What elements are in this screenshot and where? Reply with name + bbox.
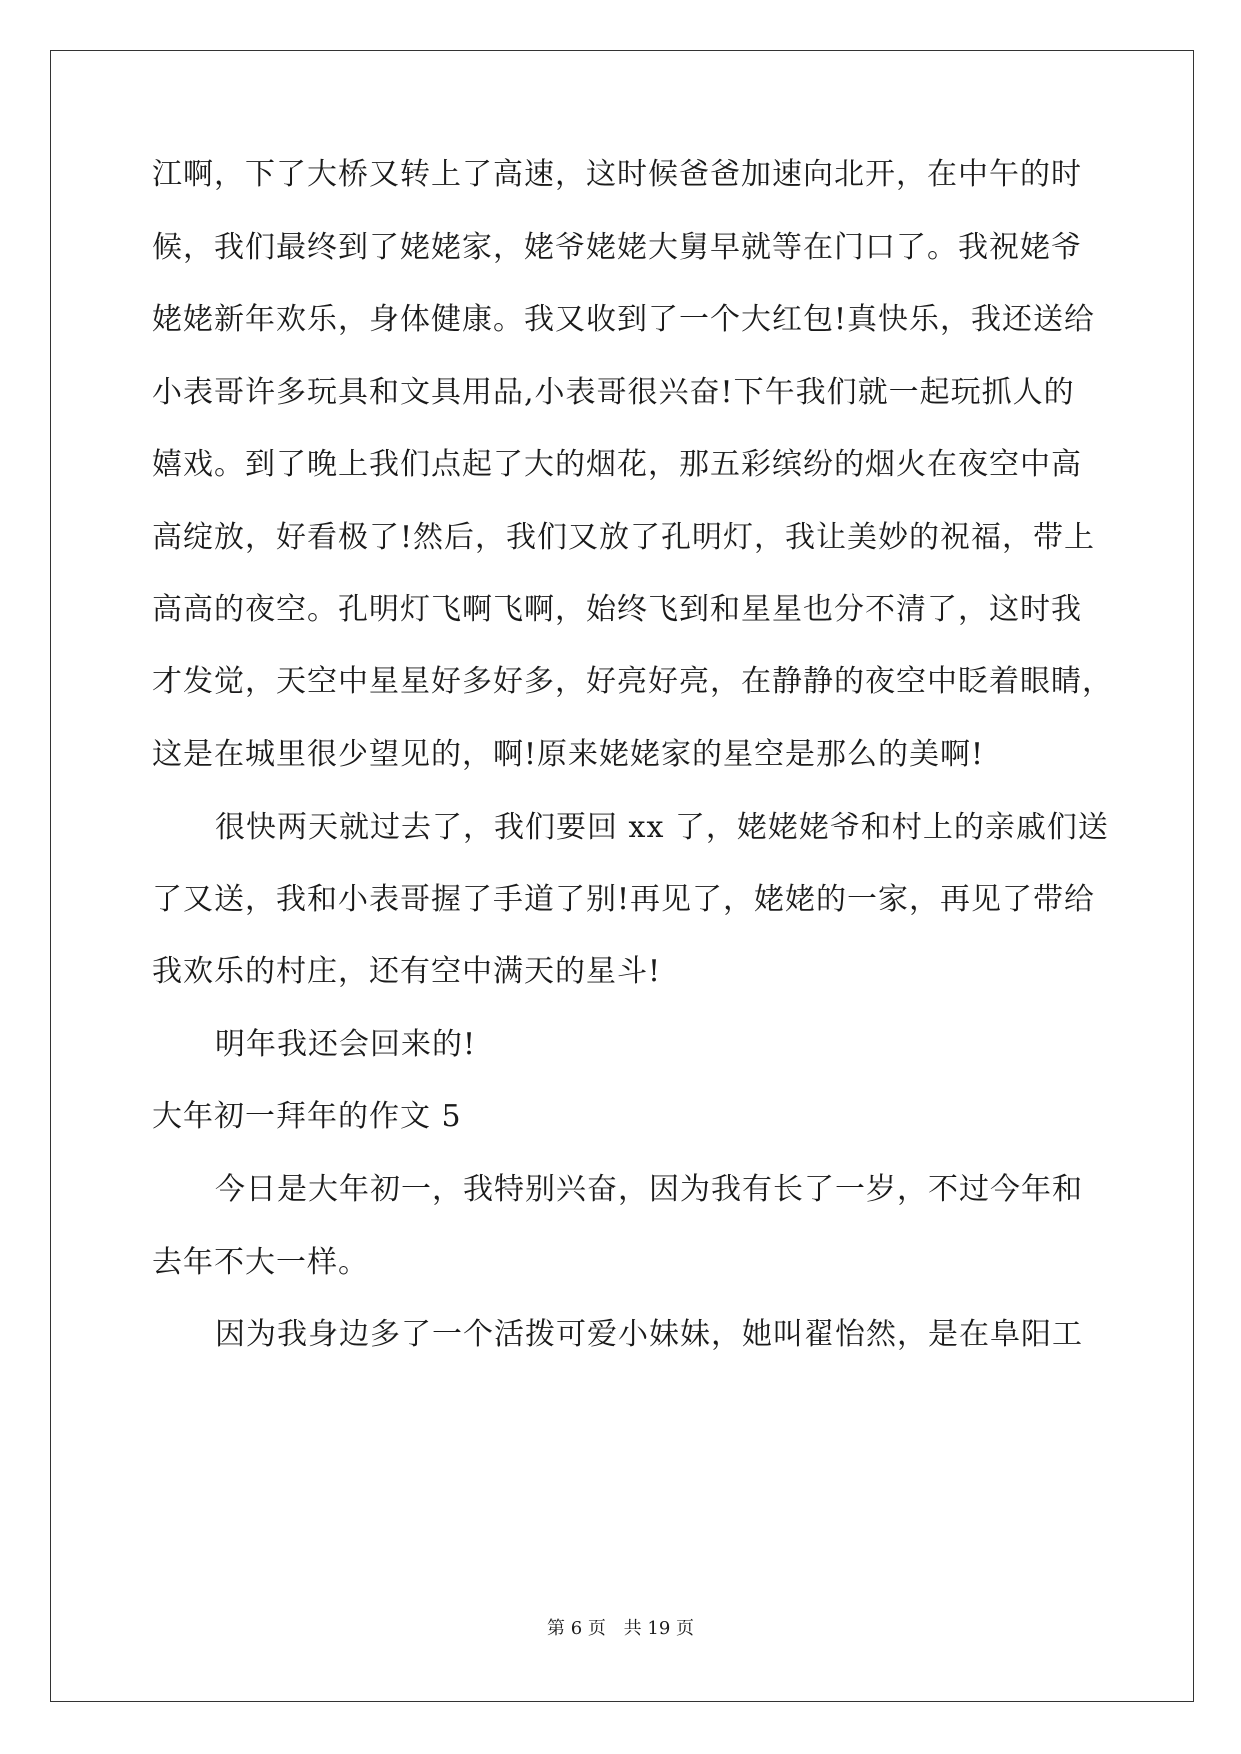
text-line: 才发觉，天空中星星好多好多，好亮好亮，在静静的夜空中眨着眼睛， <box>152 664 1113 699</box>
text-line: 高高的夜空。孔明灯飞啊飞啊，始终飞到和星星也分不清了，这时我 <box>152 592 1082 627</box>
page-footer <box>0 1617 1241 1641</box>
text-line: 我欢乐的村庄，还有空中满天的星斗! <box>152 954 662 989</box>
page-frame <box>50 50 1194 1702</box>
text-line: 候，我们最终到了姥姥家，姥爷姥姥大舅早就等在门口了。我祝姥爷 <box>152 230 1082 265</box>
text-line: 嬉戏。到了晚上我们点起了大的烟花，那五彩缤纷的烟火在夜空中高 <box>152 447 1082 482</box>
text-line: 明年我还会回来的! <box>215 1027 477 1062</box>
page-total: 共 19 页 <box>623 1618 694 1639</box>
text-line: 去年不大一样。 <box>152 1245 369 1280</box>
text-line: 了又送，我和小表哥握了手道了别!再见了，姥姥的一家，再见了带给 <box>152 882 1096 917</box>
text-line: 今日是大年初一，我特别兴奋，因为我有长了一岁，不过今年和 <box>215 1172 1083 1207</box>
text-line: 这是在城里很少望见的，啊!原来姥姥家的星空是那么的美啊! <box>152 737 985 772</box>
text-line: 小表哥许多玩具和文具用品,小表哥很兴奋!下午我们就一起玩抓人的 <box>152 375 1075 410</box>
text-line: 因为我身边多了一个活拨可爱小妹妹，她叫翟怡然，是在阜阳工 <box>215 1317 1083 1352</box>
text-line: 姥姥新年欢乐，身体健康。我又收到了一个大红包!真快乐，我还送给 <box>152 302 1096 337</box>
text-line: 江啊，下了大桥又转上了高速，这时候爸爸加速向北开，在中午的时 <box>152 157 1082 192</box>
page-number: 第 6 页 <box>547 1618 606 1639</box>
text-line: 高绽放，好看极了!然后，我们又放了孔明灯，我让美妙的祝福，带上 <box>152 520 1096 555</box>
text-line: 很快两天就过去了，我们要回 xx 了，姥姥姥爷和村上的亲戚们送 <box>215 810 1109 845</box>
section-heading: 大年初一拜年的作文 5 <box>152 1099 462 1134</box>
